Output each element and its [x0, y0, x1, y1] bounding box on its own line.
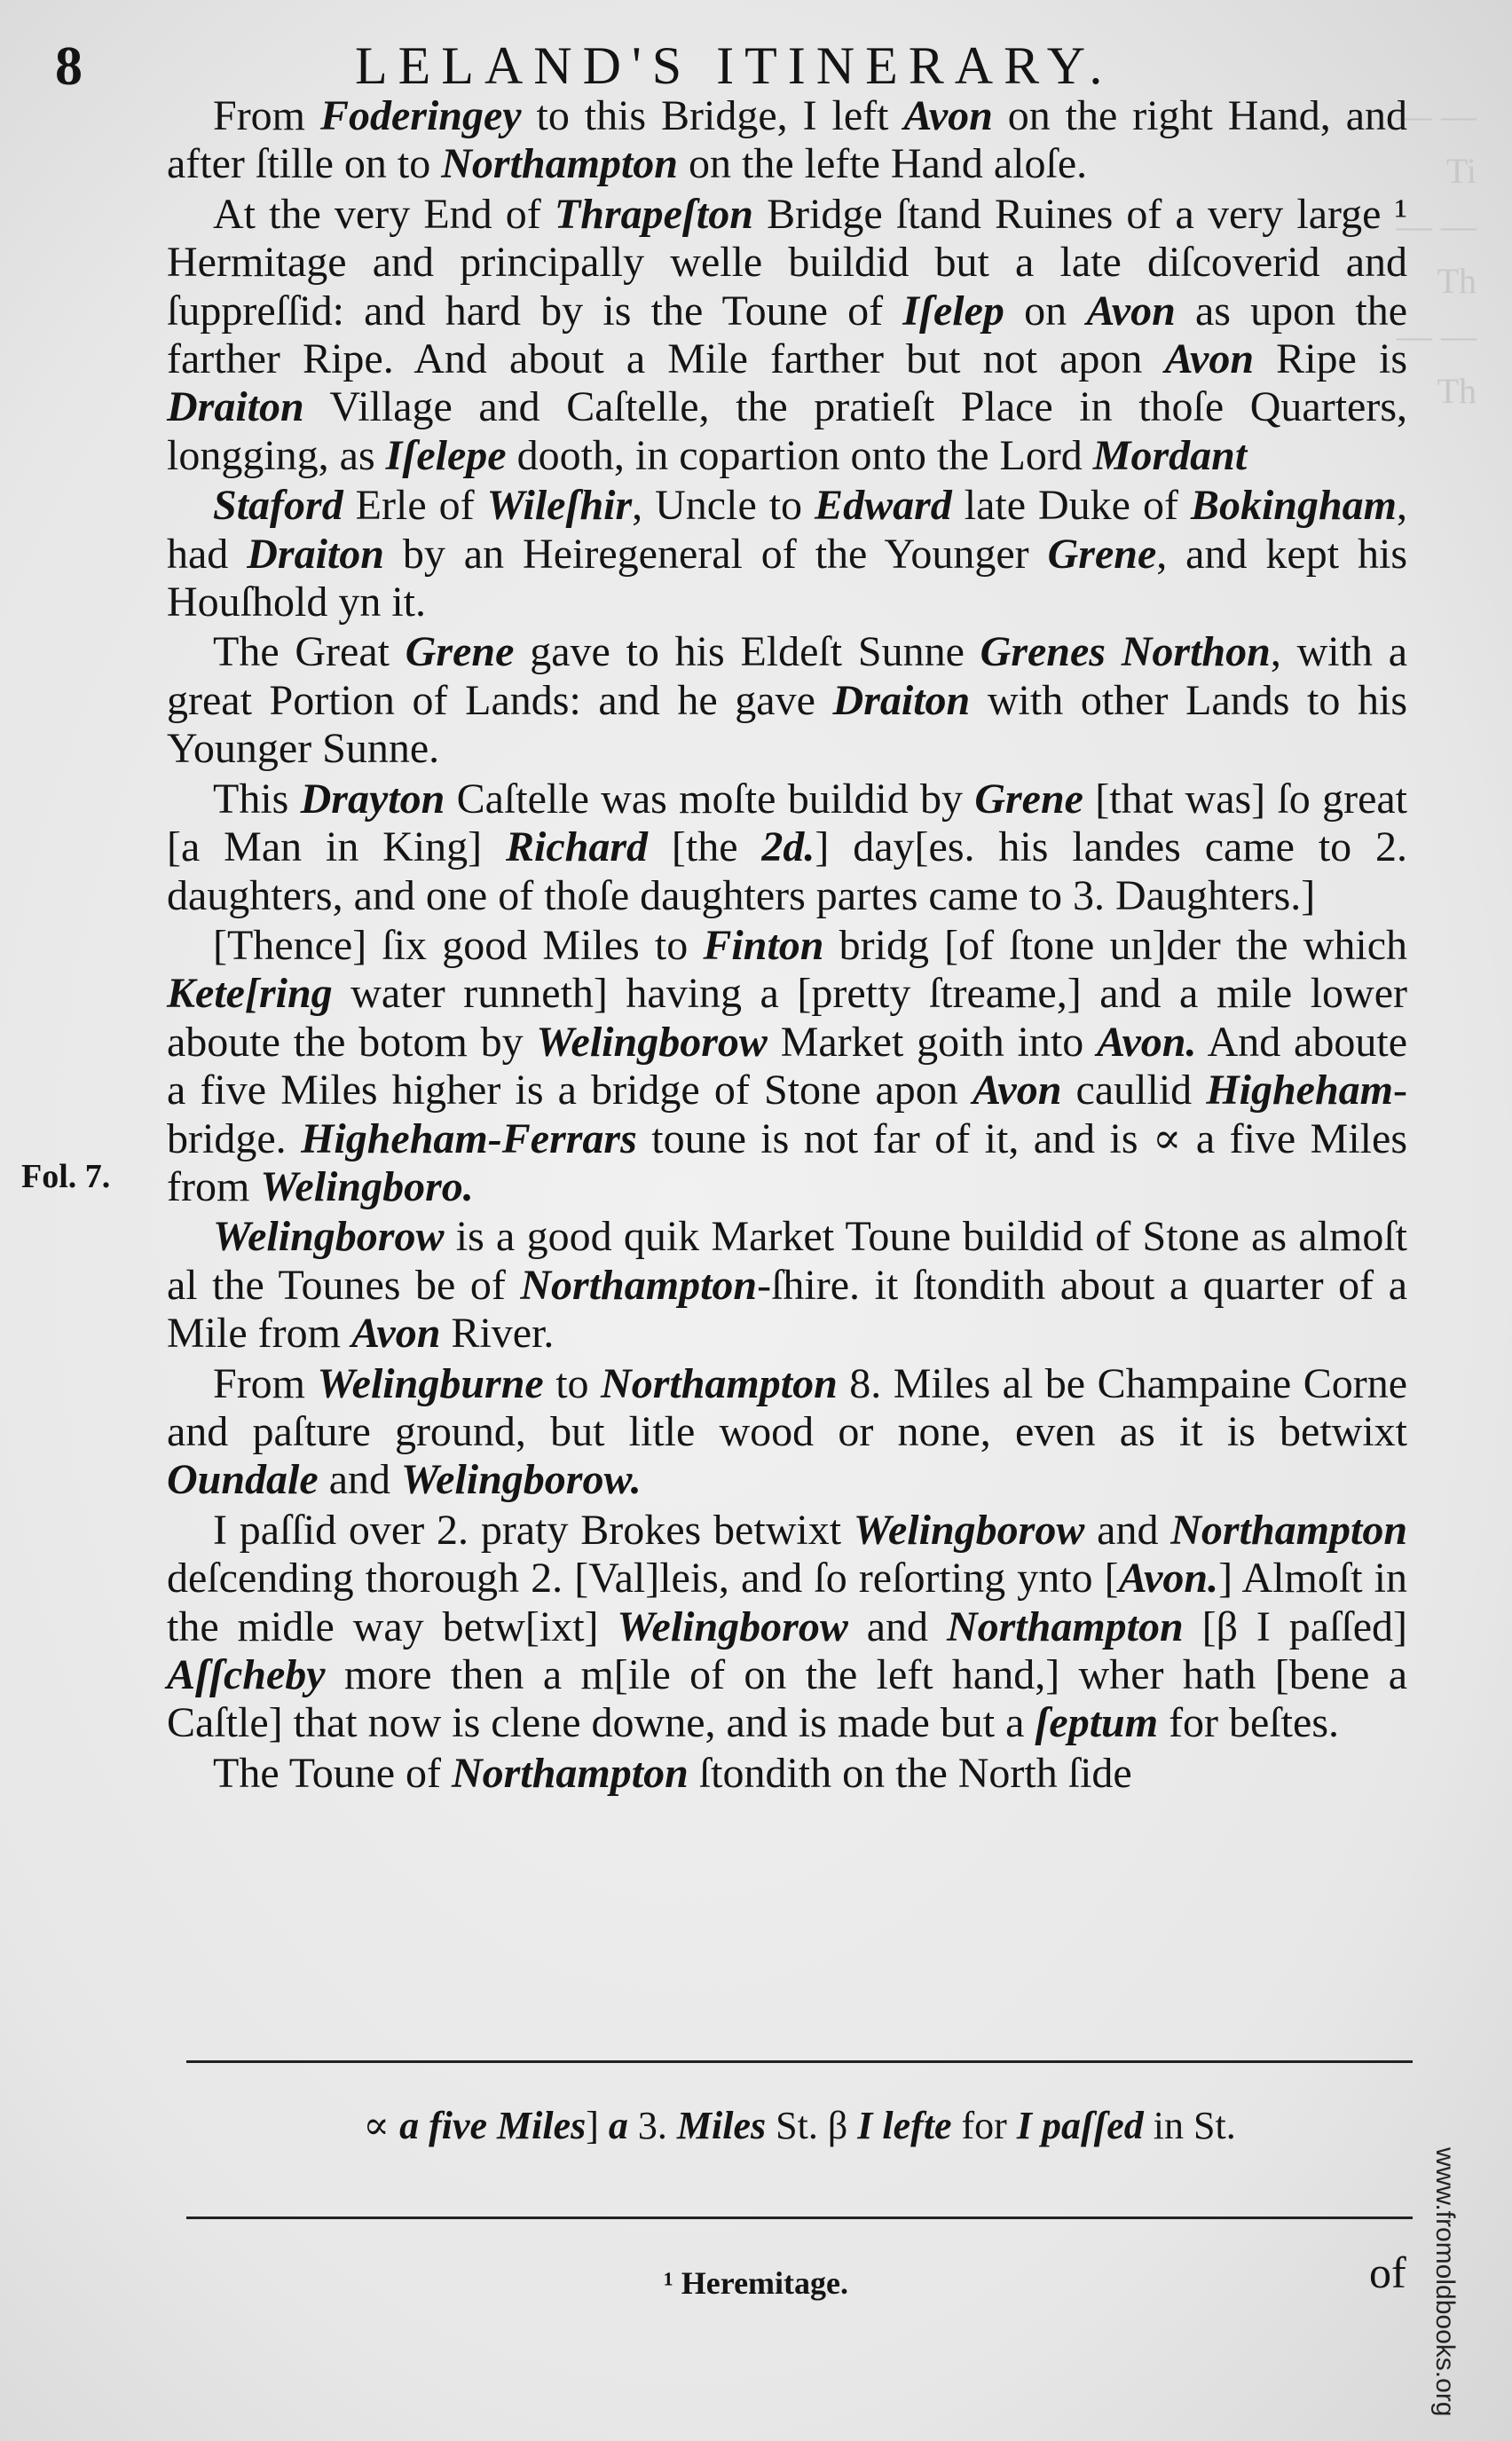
text-run: [that was] ſo great [a Man in King]: [167, 775, 1408, 871]
italic-text: Bokingham: [1190, 482, 1397, 530]
catchword: of: [1369, 2248, 1406, 2297]
text-run: with other Lands to his Younger Sunne.: [167, 676, 1408, 773]
italic-text: Mordant: [1092, 431, 1248, 479]
running-title: LELAND'S ITINERARY.: [355, 36, 1114, 95]
text-run: , with a great Portion of Lands: and he gave: [167, 628, 1408, 724]
text-run: Erle of: [343, 482, 487, 530]
italic-text: Welingborow.: [401, 1456, 642, 1504]
text-run: Bridge ſtand Ruines of a very large ¹ Hermitage and principally welle buildid but a late diſcoverid and ſuppreſſid: and hard by is the Toune of: [167, 190, 1408, 335]
italic-text: Foderingey: [319, 92, 522, 139]
paragraph: [167, 1750, 1407, 1798]
text-run: Ripe is: [1254, 335, 1408, 383]
footnote-rule-top: [186, 2060, 1413, 2063]
paragraph: [167, 191, 1407, 480]
variant-readings: [186, 2103, 1413, 2148]
text-run: , Uncle to: [632, 482, 815, 530]
italic-text: Wileſhir: [486, 482, 633, 530]
text-run: River.: [440, 1310, 555, 1358]
text-run: caullid: [1061, 1067, 1207, 1114]
italic-text: I paſſed: [1016, 2104, 1144, 2147]
italic-text: Drayton: [300, 775, 445, 823]
italic-text: Welingborow: [617, 1602, 848, 1650]
italic-text: Staford: [213, 482, 343, 530]
italic-text: a five Miles: [399, 2104, 587, 2147]
text-run: for: [951, 2104, 1017, 2147]
italic-text: Northampton: [452, 1749, 689, 1797]
italic-text: Northampton: [441, 140, 678, 188]
text-run: for beſtes.: [1158, 1699, 1339, 1747]
italic-text: Northampton: [601, 1359, 838, 1407]
text-run: on: [1004, 287, 1087, 335]
italic-text: Welingborow: [536, 1018, 768, 1066]
text-run: gave to his Eldeſt Sunne: [514, 628, 980, 676]
italic-text: Draiton: [832, 676, 971, 724]
italic-text: Northampton: [946, 1602, 1184, 1650]
italic-text: Grene: [405, 628, 515, 676]
text-run: This: [213, 775, 301, 823]
italic-text: Iſelep: [902, 287, 1004, 335]
text-run: ] Almoſt in the midle way betw[ixt]: [167, 1555, 1407, 1650]
italic-text: Oundale: [167, 1456, 319, 1504]
text-run: water runneth] having a [pretty ſtreame,] and a mile lower aboute the botom by: [167, 970, 1407, 1066]
text-run: ſtondith on the North ſide: [688, 1749, 1132, 1797]
text-run: , had: [167, 482, 1407, 578]
text-run: [Thence] ſix good Miles to: [213, 921, 704, 969]
margin-note: Fol. 7.: [21, 1158, 111, 1195]
text-run: and: [318, 1456, 402, 1504]
watermark: www.fromoldbooks.org: [1430, 2147, 1460, 2417]
text-run: deſcending thorough 2. [Val]leis, and ſo reſorting ynto [: [167, 1555, 1119, 1602]
text-run: The Great: [213, 628, 406, 676]
text-run: to: [543, 1359, 602, 1407]
main-text: [167, 92, 1407, 1799]
text-run: The Toune of: [213, 1749, 453, 1797]
italic-text: Welingburne: [317, 1359, 544, 1407]
text-run: From: [213, 1359, 318, 1407]
text-run: in St.: [1143, 2104, 1236, 2147]
text-run: more then a m[ile of on the left hand,] wher hath [bene a Caſtle] that now is clene downe, and is made but a: [167, 1651, 1407, 1747]
italic-text: Avon.: [1118, 1555, 1219, 1602]
text-run: late Duke of: [951, 482, 1191, 530]
text-run: is a good quik Market Toune buildid of Stone as almoſt al the Tounes be of: [167, 1213, 1407, 1309]
text-run: toune is not far of it, and is ∝ a five Miles from: [167, 1114, 1407, 1210]
italic-text: 2d.: [761, 823, 815, 871]
paragraph: [167, 922, 1407, 1211]
text-run: ∝: [363, 2104, 400, 2147]
italic-text: Avon.: [1097, 1018, 1197, 1066]
italic-text: Kete[ring: [167, 970, 333, 1018]
italic-text: Grene: [1047, 530, 1157, 578]
text-run: I paſſid over 2. praty Brokes betwixt: [213, 1506, 854, 1554]
text-run: on the lefte Hand aloſe.: [677, 140, 1088, 188]
paragraph: [167, 1213, 1407, 1358]
text-run: [the: [648, 823, 762, 871]
paragraph: [167, 482, 1407, 626]
text-run: bridg [of ſtone un]der the which: [823, 921, 1407, 969]
italic-text: Edward: [815, 482, 952, 530]
text-run: , and kept his Houſhold yn it.: [167, 530, 1407, 626]
text-run: Village and Caſtelle, the pratieſt Place in thoſe Quarters, longging, as: [167, 383, 1407, 479]
italic-text: Northampton: [520, 1261, 758, 1309]
text-run: 3.: [627, 2104, 677, 2147]
italic-text: Avon: [972, 1067, 1062, 1114]
italic-text: Grenes Northon: [980, 628, 1271, 676]
text-run: -bridge.: [167, 1067, 1407, 1162]
italic-text: Richard: [506, 823, 649, 871]
text-run: Caſtelle was moſte buildid by: [445, 775, 975, 823]
text-run: as upon the farther Ripe. And about a Mile farther but not apon: [167, 287, 1408, 383]
italic-text: Thrapeſton: [554, 190, 753, 238]
text-run: At the very End of: [213, 190, 555, 238]
text-run: and: [1084, 1506, 1171, 1554]
italic-text: Welingboro.: [260, 1162, 474, 1210]
paragraph: [167, 1507, 1407, 1748]
italic-text: Higheham: [1206, 1067, 1394, 1114]
text-run: by an Heiregeneral of the Younger: [383, 530, 1048, 578]
italic-text: Welingborow: [853, 1506, 1085, 1554]
text-run: 8. Miles al be Champaine Corne and paſture ground, but litle wood or none, even as it is betwixt: [167, 1359, 1408, 1455]
italic-text: Northampton: [1170, 1506, 1408, 1554]
paragraph: [167, 628, 1407, 773]
paragraph: [167, 1360, 1407, 1505]
italic-text: ſeptum: [1035, 1699, 1159, 1747]
text-run: ] day[es. his landes came to 2. daughters, and one of thoſe daughters partes came to 3. Daughters.]: [167, 823, 1408, 919]
show-through-text: — — Ti — — Th — — Th: [1397, 96, 1477, 411]
italic-text: Finton: [703, 921, 824, 969]
text-run: From: [213, 92, 320, 139]
footnote: ¹ Heremitage.: [663, 2265, 849, 2301]
text-run: St. β: [766, 2104, 858, 2147]
italic-text: Miles: [676, 2104, 767, 2147]
italic-text: Aſſcheby: [167, 1651, 326, 1698]
text-run: Market goith into: [767, 1018, 1098, 1066]
italic-text: Draiton: [247, 530, 384, 578]
italic-text: Avon: [1086, 287, 1176, 335]
text-run: ]: [586, 2104, 609, 2147]
paragraph: [167, 92, 1407, 189]
italic-text: Higheham-Ferrars: [301, 1114, 637, 1162]
text-run: to this Bridge, I left: [521, 92, 904, 139]
page-number: 8: [55, 36, 83, 97]
italic-text: Avon: [350, 1310, 441, 1358]
italic-text: Iſelepe: [385, 431, 507, 479]
italic-text: Welingborow: [213, 1213, 445, 1261]
italic-text: Grene: [974, 775, 1083, 823]
text-run: on the right Hand, and after ſtille on to: [167, 92, 1407, 188]
text-run: and: [847, 1602, 947, 1650]
text-run: And aboute a five Miles higher is a bridge of Stone apon: [167, 1018, 1408, 1114]
italic-text: a: [608, 2104, 628, 2147]
text-run: dooth, in copartion onto the Lord: [506, 431, 1093, 479]
text-run: -ſhire. it ſtondith about a quarter of a Mile from: [167, 1261, 1408, 1358]
italic-text: Avon: [1164, 335, 1255, 383]
paragraph: [167, 776, 1407, 920]
text-run: [β I paſſed]: [1183, 1602, 1408, 1650]
italic-text: I lefte: [857, 2104, 952, 2147]
footnote-rule-bottom: [186, 2217, 1413, 2219]
italic-text: Avon: [903, 92, 993, 139]
italic-text: Draiton: [167, 383, 304, 431]
